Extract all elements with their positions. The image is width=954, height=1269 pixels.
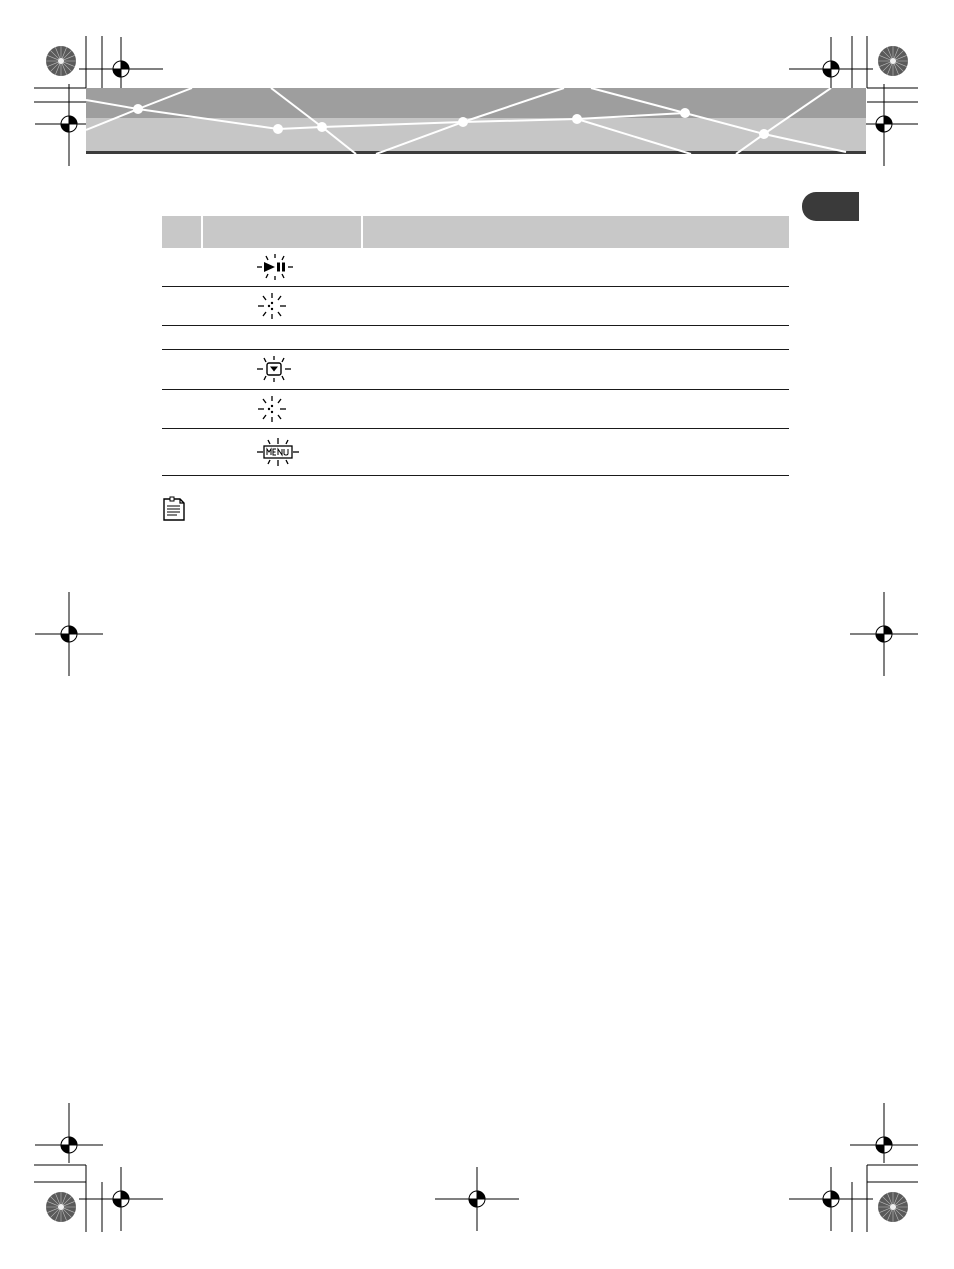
registration-wheel-icon bbox=[878, 1192, 908, 1222]
table-row bbox=[162, 389, 789, 428]
row-description bbox=[362, 349, 789, 389]
table-row bbox=[162, 248, 789, 286]
menu-button-icon bbox=[257, 438, 299, 466]
table-header-row bbox=[162, 216, 789, 248]
row-description bbox=[362, 389, 789, 428]
registration-wheel-icon bbox=[46, 1192, 76, 1222]
down-button-icon bbox=[257, 356, 291, 382]
header-description bbox=[362, 216, 789, 248]
table-row bbox=[162, 349, 789, 389]
row-no bbox=[162, 389, 202, 428]
registration-wheel-icon bbox=[46, 46, 76, 76]
header-no bbox=[162, 216, 202, 248]
row-no bbox=[162, 286, 202, 325]
row-no bbox=[162, 428, 202, 475]
chapter-tab bbox=[802, 192, 859, 221]
row-no bbox=[162, 325, 202, 349]
row-description bbox=[362, 286, 789, 325]
row-no bbox=[162, 248, 202, 286]
row-no bbox=[162, 349, 202, 389]
play-pause-icon bbox=[257, 254, 293, 280]
table-row bbox=[162, 428, 789, 475]
registration-wheel-icon bbox=[878, 46, 908, 76]
table-row bbox=[162, 286, 789, 325]
dial-blink-icon bbox=[257, 293, 287, 319]
row-description bbox=[362, 248, 789, 286]
row-description bbox=[362, 428, 789, 475]
table-row bbox=[162, 325, 789, 349]
header-control bbox=[202, 216, 362, 248]
dial-blink-icon bbox=[257, 396, 287, 422]
row-description bbox=[362, 325, 789, 349]
header-banner bbox=[86, 88, 866, 154]
note-icon bbox=[162, 496, 186, 522]
controls-table bbox=[162, 216, 789, 476]
